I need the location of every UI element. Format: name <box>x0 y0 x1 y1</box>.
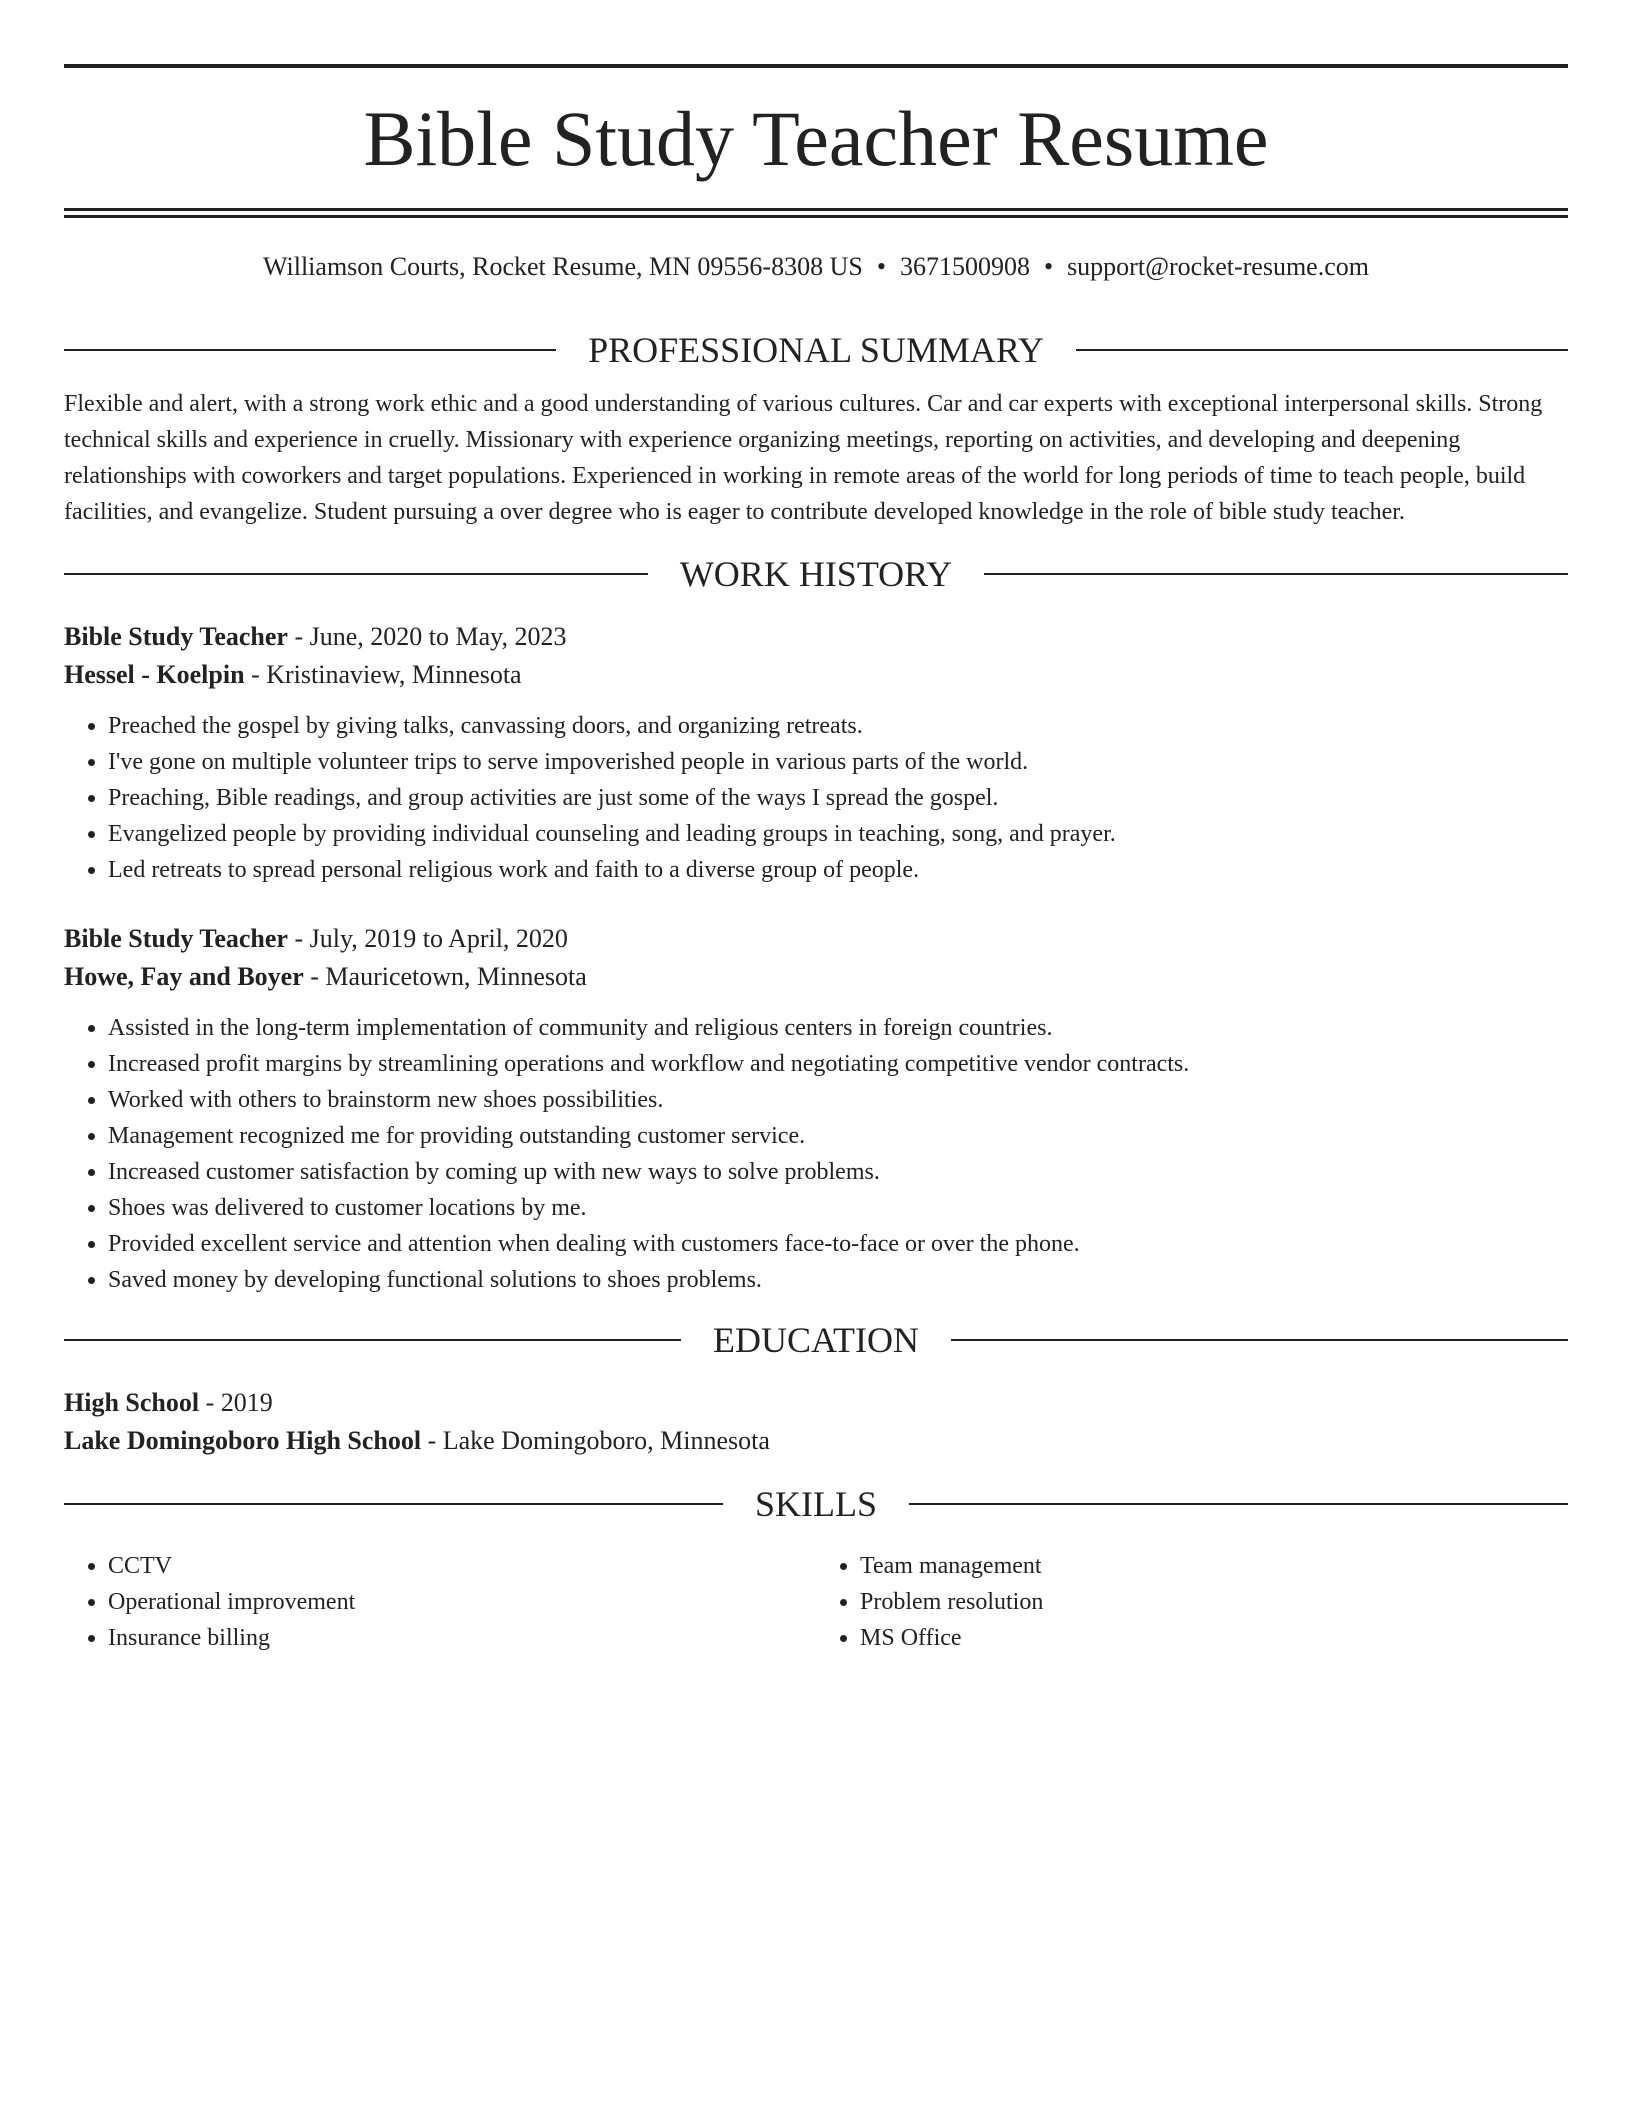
job-location: - Kristinaview, Minnesota <box>244 660 522 689</box>
skill-item: • Insurance billing <box>108 1620 816 1656</box>
list-item: • Evangelized people by providing individual counseling and leading groups in teaching, song, and prayer. <box>108 816 1568 852</box>
list-item: • Preached the gospel by giving talks, canvassing doors, and organizing retreats. <box>108 708 1568 744</box>
skill-item: • Operational improvement <box>108 1584 816 1620</box>
list-item: • Management recognized me for providing outstanding customer service. <box>108 1118 1568 1154</box>
job-entry <box>64 920 1568 1298</box>
education-degree: High School <box>64 1388 200 1417</box>
section-rule <box>909 1503 1568 1505</box>
section-title: EDUCATION <box>713 1320 919 1360</box>
job-location: - Mauricetown, Minnesota <box>303 962 587 991</box>
section-rule <box>64 573 648 575</box>
education-year: - 2019 <box>199 1388 273 1417</box>
top-rule <box>64 64 1568 68</box>
skills-column-right <box>816 1548 1568 1656</box>
contact-email: support@rocket-resume.com <box>1067 252 1369 281</box>
education-school-line <box>64 1422 1568 1460</box>
section-header-education <box>64 1322 1568 1358</box>
job-company-line <box>64 958 1568 996</box>
skill-item: • CCTV <box>108 1548 816 1584</box>
job-title-line <box>64 618 1568 656</box>
job-title: Bible Study Teacher <box>64 622 288 651</box>
skill-item: • Problem resolution <box>860 1584 1568 1620</box>
section-rule <box>64 1339 681 1341</box>
section-header-summary <box>64 332 1568 368</box>
list-item: • Saved money by developing functional solutions to shoes problems. <box>108 1262 1568 1298</box>
list-item: • Assisted in the long-term implementation of community and religious centers in foreign countries. <box>108 1010 1568 1046</box>
section-rule <box>64 1503 723 1505</box>
list-item: • Shoes was delivered to customer locations by me. <box>108 1190 1568 1226</box>
section-title: SKILLS <box>755 1484 878 1524</box>
job-bullets <box>64 708 1568 888</box>
section-rule <box>1076 349 1568 351</box>
skills-column-left <box>64 1548 816 1656</box>
contact-separator: • <box>876 252 886 281</box>
section-header-work-history <box>64 556 1568 592</box>
section-title: PROFESSIONAL SUMMARY <box>588 330 1044 370</box>
skill-item: • MS Office <box>860 1620 1568 1656</box>
contact-separator: • <box>1043 252 1054 281</box>
resume-title: Bible Study Teacher Resume <box>363 95 1269 182</box>
section-title: WORK HISTORY <box>679 554 953 594</box>
resume-page <box>64 64 1568 1656</box>
job-title-line <box>64 920 1568 958</box>
list-item: • Led retreats to spread personal religious work and faith to a diverse group of people. <box>108 852 1568 888</box>
job-entry <box>64 618 1568 888</box>
title-double-rule <box>64 208 1568 218</box>
list-item: • Worked with others to brainstorm new shoes possibilities. <box>108 1082 1568 1118</box>
skills-list <box>64 1548 1568 1656</box>
section-rule <box>984 573 1568 575</box>
education-entry <box>64 1384 1568 1460</box>
section-rule <box>951 1339 1568 1341</box>
job-company-line <box>64 656 1568 694</box>
job-company: Howe, Fay and Boyer <box>64 962 304 991</box>
list-item: • Preaching, Bible readings, and group activities are just some of the ways I spread the gospel. <box>108 780 1568 816</box>
list-item: • Provided excellent service and attention when dealing with customers face-to-face or over the phone. <box>108 1226 1568 1262</box>
summary-text: Flexible and alert, with a strong work ethic and a good understanding of various cultures. Car and car experts with exceptional interpersonal skills. Strong technical skills and experience in cruelly. Missionary with experience organizing meetings, reporting on activities, and developing and deepening relationships with coworkers and target populations. Experienced in working in remote areas of the world for long periods of time to teach people, build facilities, and evangelize. Student pursuing a over degree who is eager to contribute developed knowledge in the role of bible study teacher. <box>64 391 1543 525</box>
contact-address: Williamson Courts, Rocket Resume, MN 09556-8308 US <box>263 252 863 281</box>
job-title: Bible Study Teacher <box>64 924 288 953</box>
job-dates: - June, 2020 to May, 2023 <box>287 622 567 651</box>
education-degree-line <box>64 1384 1568 1422</box>
list-item: • Increased profit margins by streamlining operations and workflow and negotiating competitive vendor contracts. <box>108 1046 1568 1082</box>
list-item: • Increased customer satisfaction by coming up with new ways to solve problems. <box>108 1154 1568 1190</box>
job-dates: - July, 2019 to April, 2020 <box>287 924 568 953</box>
section-rule <box>64 349 556 351</box>
section-header-skills <box>64 1486 1568 1522</box>
contact-line <box>64 254 1568 280</box>
job-company: Hessel - Koelpin <box>64 660 245 689</box>
list-item: • I've gone on multiple volunteer trips to serve impoverished people in various parts of the world. <box>108 744 1568 780</box>
job-bullets <box>64 1010 1568 1298</box>
contact-phone: 3671500908 <box>899 252 1030 281</box>
skill-item: • Team management <box>860 1548 1568 1584</box>
education-school: Lake Domingoboro High School <box>64 1426 422 1455</box>
education-location: - Lake Domingoboro, Minnesota <box>421 1426 770 1455</box>
